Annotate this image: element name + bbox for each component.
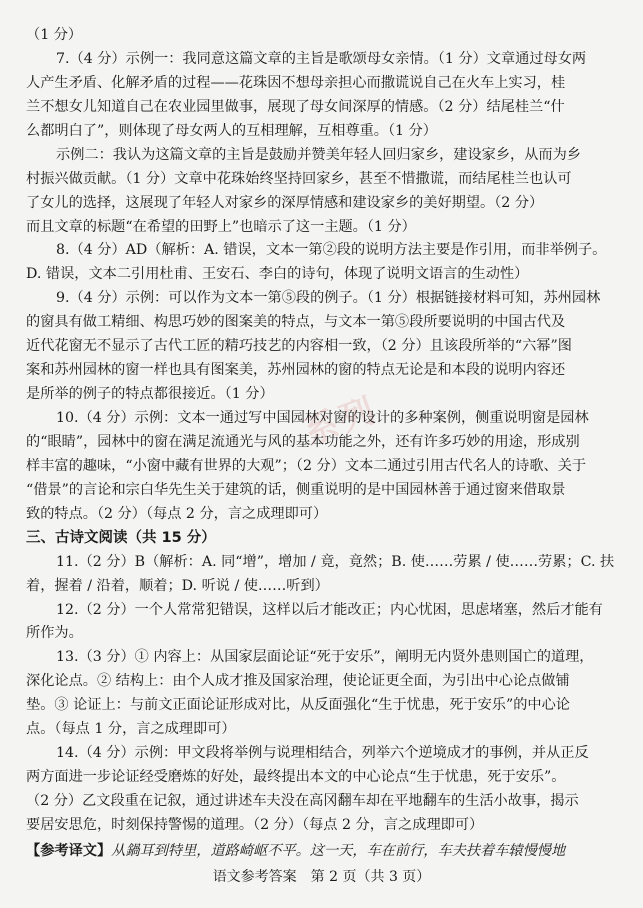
section-heading: 三、古诗文阅读（共 15 分） <box>26 530 216 546</box>
answer-line: 7.（4 分）示例一：我同意这篇文章的主旨是歌颂母女亲情。（1 分）文章通过母女两 <box>56 51 587 67</box>
answer-line: 样丰富的趣味，“小窗中藏有世界的大观”；（2 分）文本二通过引用古代名人的诗歌、关于 <box>26 458 587 474</box>
answer-line: 所作为。 <box>26 625 83 641</box>
answer-line: 而且文章的标题“在希望的田野上”也暗示了这一主题。（1 分） <box>26 219 416 235</box>
answer-line: 示例二：我认为这篇文章的主旨是鼓励并赞美年轻人回归家乡，建设家乡，从而为乡 <box>56 147 581 163</box>
answer-line: 要居安思危，时刻保持警惕的道理。（2 分）（每点 2 分，言之成理即可） <box>26 817 484 833</box>
answer-line: 村振兴做贡献。（1 分）文章中花珠始终坚持回家乡，甚至不惜撒谎，而结尾桂兰也认可 <box>26 171 572 187</box>
answer-line: 是所举的例子的特点都很接近。（1 分） <box>26 386 274 402</box>
translation-line <box>26 838 617 864</box>
answer-line: 垫。③ 论证上：与前文正面论证形成对比，从反面强化“生于忧患，死于安乐”的中心论 <box>26 697 570 713</box>
answer-line: 近代花窗无不显示了古代工匠的精巧技艺的内容相一致，（2 分）且该段所举的“六幂”图 <box>26 338 572 354</box>
answer-line: 10.（4 分）示例：文本一通过写中国园林对窗的设计的多种案例，侧重说明窗是园林 <box>56 410 589 426</box>
translation-text: 从鍋耳到特里，道路崎岖不平。这一天，车在前行，车夫扶着车辕慢慢地 <box>111 843 566 859</box>
page-footer: 语文参考答案 第 2 页（共 3 页） <box>212 869 431 885</box>
answer-line: 11.（2 分）B（解析：A. 同“增”，增加 / 竟，竟然；B. 使……劳累 / 使……劳累；C. 扶 <box>56 554 615 570</box>
answer-line: “借景”的言论和宗白华先生关于建筑的话，侧重说明的是中国园林善于通过窗来借取景 <box>26 482 566 498</box>
answer-line: 两方面进一步论证经受磨炼的好处，最终提出本文的中心论点“生于忧患，死于安乐”。 <box>26 769 566 785</box>
answer-line: 9.（4 分）示例：可以作为文本一第⑤段的例子。（1 分）根据链接材料可知，苏州园林 <box>56 290 601 306</box>
answer-line: 8.（4 分）AD（解析：A. 错误，文本一第②段的说明方法主要是作引用，而非举例子。 <box>56 242 607 258</box>
answer-line: 深化论点。② 结构上：由个人成才推及国家治理，使论证更全面，为引出中心论点做铺 <box>26 673 570 689</box>
answer-line: 12.（2 分）一个人常常犯错误，这样以后才能改正；内心忧困，思虑堵塞，然后才能有 <box>56 602 603 618</box>
watermark-stamp: 系列 <box>298 389 384 454</box>
answer-line: 着，握着 / 沿着，顺着；D. 听说 / 使……听到） <box>26 578 329 594</box>
answer-line: 么都明白了”，则体现了母女两人的互相理解，互相尊重。（1 分） <box>26 123 437 139</box>
answer-line: 14.（4 分）示例：甲文段将举例与说理相结合，列举六个逆境成才的事例，并从正反 <box>56 745 589 761</box>
answer-line: D. 错误，文本二引用杜甫、王安石、李白的诗句，体现了说明文语言的生动性） <box>26 266 529 282</box>
answer-line: （1 分） <box>26 27 83 43</box>
answer-line: 13.（3 分）① 内容上：从国家层面论证“死于安乐”，阐明无内贤外患则国亡的道理， <box>56 649 594 665</box>
answer-line: 兰不想女儿知道自己在农业园里做事，展现了母女间深厚的情感。（2 分）结尾桂兰“什 <box>26 99 565 115</box>
answer-line: 点。（每点 1 分，言之成理即可） <box>26 721 236 737</box>
answer-line: 了女儿的选择，这展现了年轻人对家乡的深厚情感和建设家乡的美好期望。（2 分） <box>26 195 544 211</box>
answer-line: 的“眼睛”，园林中的窗在满足流通光与风的基本功能之外，还有许多巧妙的用途，形成别 <box>26 434 580 450</box>
answer-line: 人产生矛盾、化解矛盾的过程——花珠因不想母亲担心而撒谎说自己在火车上实习，桂 <box>26 75 566 91</box>
answer-line: 案和苏州园林的窗一样也具有图案美，苏州园林的窗的特点无论是和本段的说明内容还 <box>26 362 566 378</box>
translation-tag: 【参考译文】 <box>26 843 112 859</box>
answer-line: 的窗具有做工精细、构思巧妙的图案美的特点，与文本一第⑤段所要说明的中国古代及 <box>26 314 566 330</box>
answer-line: 致的特点。（2 分）（每点 2 分，言之成理即可） <box>26 506 328 522</box>
answer-line: （2 分）乙文段重在记叙，通过讲述车夫没在高冈翻车却在平地翻车的生活小故事，揭示 <box>26 793 579 809</box>
